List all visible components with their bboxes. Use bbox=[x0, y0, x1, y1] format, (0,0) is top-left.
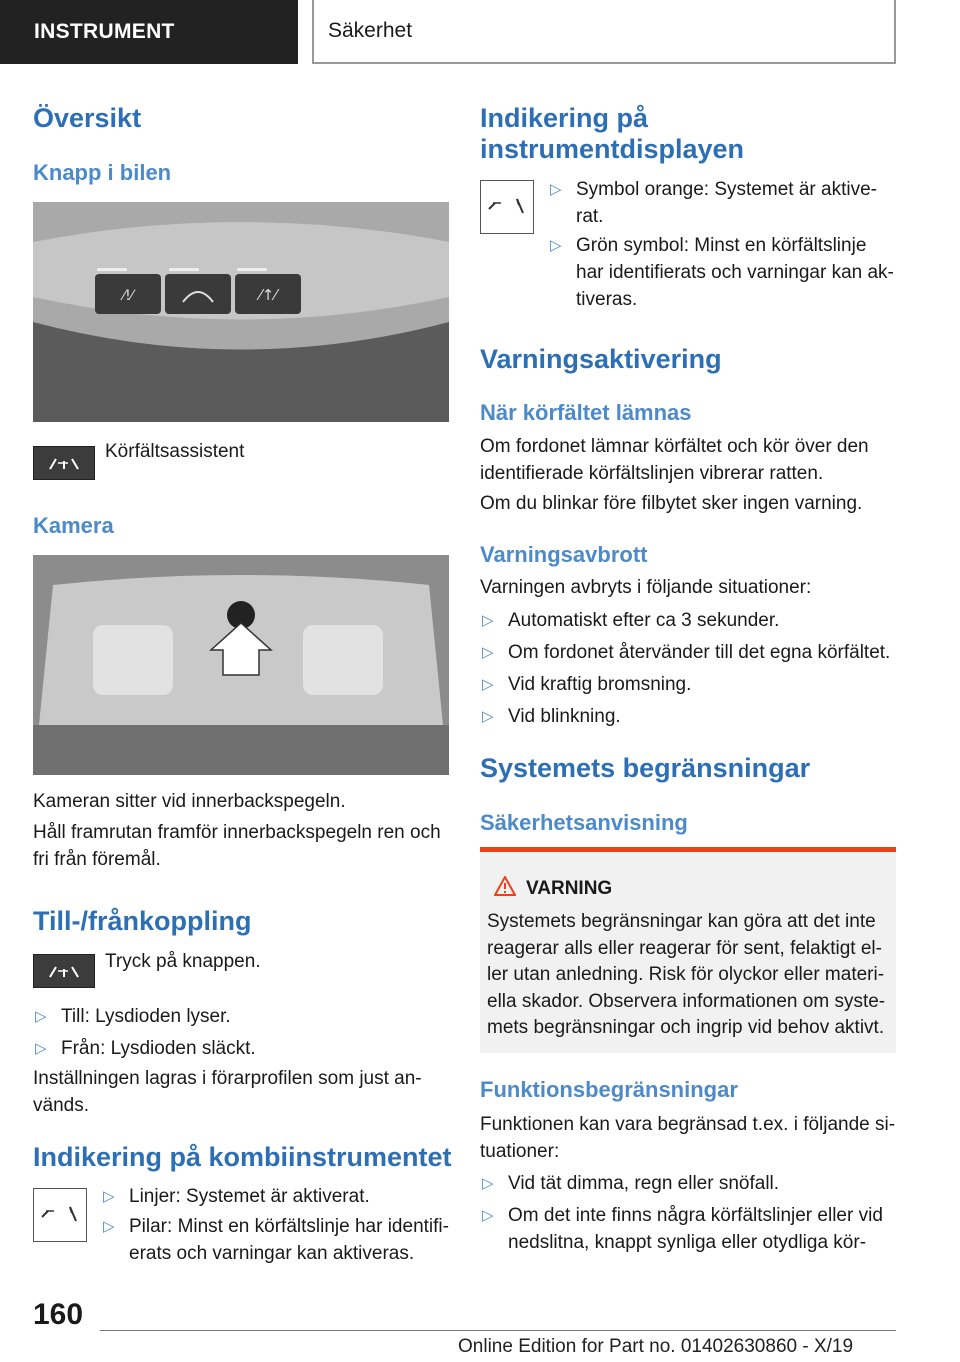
triangle-right-icon: ▷ bbox=[482, 612, 494, 629]
list-item bbox=[33, 1035, 256, 1062]
triangle-right-icon: ▷ bbox=[103, 1188, 115, 1205]
warning-text: Systemets begränsningar kan göra att det inte reagerar alls eller reagerar för sent, felaktigt el- ler utan anledning. Risk för olyckor eller materi- ella skador. Observera informationen om syste- mets begränsningar och ingrip vid behov aktivt. bbox=[487, 911, 886, 1038]
list-item bbox=[480, 671, 691, 698]
cluster-title: Indikering på kombiinstrumentet bbox=[33, 1142, 452, 1172]
leave-heading: När körfältet lämnas bbox=[480, 400, 692, 425]
list-item bbox=[480, 703, 621, 730]
list-item bbox=[101, 1213, 453, 1267]
list-item-text: Pilar: Minst en körfältslinje har identifi- erats och varningar kan aktiveras. bbox=[129, 1216, 449, 1264]
list-item-text: Vid blinkning. bbox=[508, 706, 621, 727]
camera-heading: Kamera bbox=[33, 513, 114, 538]
list-item-text: Om fordonet återvänder till det egna körfältet. bbox=[508, 642, 891, 663]
lane-button-icon bbox=[33, 446, 95, 480]
abort-intro: Varningen avbryts i följande situationer: bbox=[480, 577, 812, 598]
list-item bbox=[480, 1170, 779, 1197]
list-item-text: Till: Lysdioden lyser. bbox=[61, 1006, 231, 1027]
page-number: 160 bbox=[33, 1298, 84, 1331]
triangle-right-icon: ▷ bbox=[35, 1040, 47, 1057]
lane-button-icon-2 bbox=[33, 954, 95, 988]
warning-box bbox=[480, 847, 896, 1053]
warning-triangle-icon bbox=[494, 876, 516, 896]
triangle-right-icon: ▷ bbox=[550, 237, 562, 254]
limits-title: Systemets begränsningar bbox=[480, 753, 811, 783]
list-item-text: Vid kraftig bromsning. bbox=[508, 674, 692, 695]
page-header-title: Säkerhet bbox=[328, 19, 413, 42]
display-title: Indikering på instrumentdisplayen bbox=[480, 103, 745, 164]
footer-divider bbox=[100, 1330, 896, 1331]
leave-text: Om fordonet lämnar körfältet och kör över den identifierade körfältslinjen vibrerar ratten. bbox=[480, 436, 869, 484]
toggle-note: Inställningen lagras i förarprofilen som just an- vänds. bbox=[33, 1068, 422, 1116]
svg-text:⁄!⁄: ⁄!⁄ bbox=[122, 288, 134, 304]
lane-assist-icon bbox=[34, 955, 94, 987]
triangle-right-icon: ▷ bbox=[482, 708, 494, 725]
list-item-text: Från: Lysdioden släckt. bbox=[61, 1038, 256, 1059]
list-item-text: Linjer: Systemet är aktiverat. bbox=[129, 1186, 370, 1207]
camera-photo-graphic bbox=[33, 555, 449, 775]
triangle-right-icon: ▷ bbox=[550, 181, 562, 198]
list-item bbox=[480, 1202, 896, 1256]
svg-text:⁄↑⁄: ⁄↑⁄ bbox=[259, 286, 277, 304]
toggle-press: Tryck på knappen. bbox=[105, 951, 261, 972]
lane-assist-icon bbox=[34, 447, 94, 479]
button-photo-graphic bbox=[33, 202, 449, 422]
footer-edition: Online Edition for Part no. 01402630860 - X/19 bbox=[458, 1336, 854, 1357]
list-item-text: Automatiskt efter ca 3 sekunder. bbox=[508, 610, 780, 631]
list-item-text: Vid tät dimma, regn eller snöfall. bbox=[508, 1173, 780, 1194]
section-label: INSTRUMENT bbox=[34, 20, 175, 43]
list-item bbox=[480, 639, 890, 666]
button-label: Körfältsassistent bbox=[105, 441, 245, 462]
triangle-right-icon: ▷ bbox=[482, 1175, 494, 1192]
safety-heading: Säkerhetsanvisning bbox=[480, 810, 688, 835]
list-item-text: Grön symbol: Minst en körfältslinje har identifierats och varningar kan ak- tiveras. bbox=[576, 235, 894, 310]
section-tab bbox=[0, 0, 298, 64]
camera-photo bbox=[33, 555, 449, 775]
list-item-text: Om det inte finns några körfältslinjer eller vid nedslitna, knappt synliga eller otydliga kör- bbox=[508, 1205, 883, 1253]
func-intro: Funktionen kan vara begränsad t.ex. i följande si- tuationer: bbox=[480, 1114, 896, 1162]
triangle-right-icon: ▷ bbox=[35, 1008, 47, 1025]
list-item-text: Symbol orange: Systemet är aktive- rat. bbox=[576, 179, 877, 227]
list-item bbox=[33, 1003, 231, 1030]
display-icon bbox=[480, 180, 534, 234]
list-item bbox=[548, 232, 896, 313]
lane-assist-icon bbox=[34, 1189, 86, 1241]
camera-text-2: Håll framrutan framför innerbackspegeln ren och fri från föremål. bbox=[33, 822, 441, 870]
cluster-icon bbox=[33, 1188, 87, 1242]
camera-text-1: Kameran sitter vid innerbackspegeln. bbox=[33, 791, 346, 812]
abort-heading: Varningsavbrott bbox=[480, 542, 648, 567]
lane-assist-icon bbox=[481, 181, 533, 233]
list-item bbox=[548, 176, 896, 230]
warn-activation-title: Varningsaktivering bbox=[480, 344, 722, 374]
func-heading: Funktionsbegränsningar bbox=[480, 1077, 738, 1102]
overview-title: Översikt bbox=[33, 103, 142, 133]
warning-label: VARNING bbox=[526, 878, 613, 899]
triangle-right-icon: ▷ bbox=[482, 644, 494, 661]
button-heading: Knapp i bilen bbox=[33, 160, 172, 185]
triangle-right-icon: ▷ bbox=[103, 1218, 115, 1235]
toggle-title: Till-/frånkoppling bbox=[33, 906, 252, 936]
triangle-right-icon: ▷ bbox=[482, 676, 494, 693]
button-photo bbox=[33, 202, 449, 422]
list-item bbox=[480, 607, 779, 634]
triangle-right-icon: ▷ bbox=[482, 1207, 494, 1224]
list-item bbox=[101, 1183, 370, 1210]
blink-text: Om du blinkar före filbytet sker ingen varning. bbox=[480, 493, 863, 514]
page-header bbox=[312, 0, 896, 64]
